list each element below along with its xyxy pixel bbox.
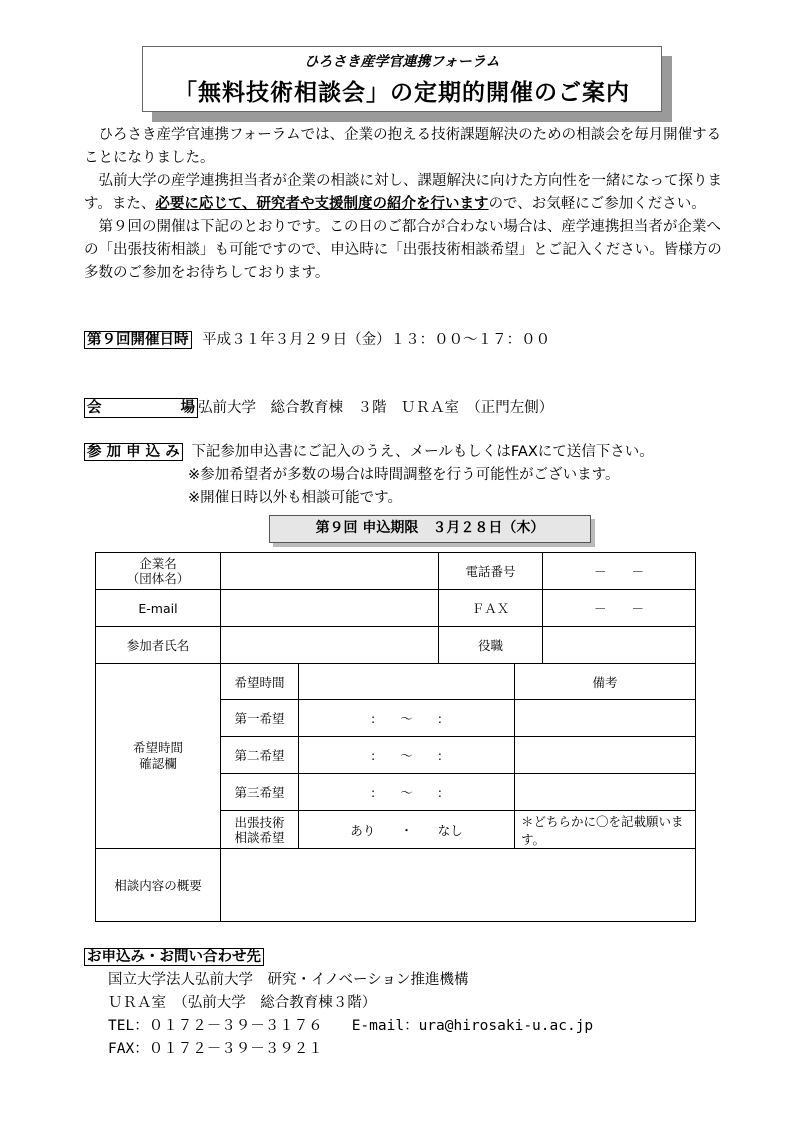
schedule-label: 第９回開催日時 [84,331,192,349]
forum-name: ひろさき産学官連携フォーラム [304,54,500,70]
page-title: 「無料技術相談会」の定期的開催のご案内 [174,80,630,106]
choice-2-remarks-input[interactable] [515,737,696,774]
apply-note-1: ※参加希望者が多数の場合は時間調整を行う可能性がございます。 [188,467,620,483]
participant-input[interactable] [221,627,439,664]
email-label: E-mail [96,590,221,627]
company-input[interactable] [221,553,439,590]
visit-note: ＊どちらかに〇を記載願います。 [515,811,696,849]
choice-1-remarks-input[interactable] [515,700,696,737]
contact-office: ＵＲＡ室 （弘前大学 総合教育棟３階） [108,995,377,1011]
venue-label-a: 会 [87,400,102,416]
fax-label: ＦＡＸ [439,590,543,627]
apply-row [84,442,654,462]
phone-input[interactable]: － － [543,553,696,590]
visit-label: 出張技術 相談希望 [221,811,299,849]
company-label: 企業名 （団体名） [96,553,221,590]
choice-3-remarks-input[interactable] [515,774,696,811]
choice-1-label: 第一希望 [221,700,299,737]
schedule-check-label: 希望時間 確認欄 [96,664,221,849]
intro-paragraph-2 [84,170,724,216]
venue-label-b: 場 [180,400,195,416]
application-form [95,552,696,922]
apply-note-2: ※開催日時以外も相談可能です。 [188,490,402,506]
intro [84,124,724,285]
intro-text: 弘前大学の産学連携担当者が企業の相談に対し、課題解決に向けた方向性を一緒になって探ります。また、 [84,173,722,212]
contact-label: お申込み・お問い合わせ先 [84,948,264,966]
venue-value: 弘前大学 総合教育棟 ３階 ＵＲＡ室 （正門左側） [198,400,554,416]
contact-org: 国立大学法人弘前大学 研究・イノベーション推進機構 [108,972,469,988]
apply-label: 参 加 申 込 み [84,443,183,461]
deadline-box: 第９回 申込期限 ３月２８日（木） [269,515,591,543]
intro-paragraph-3: 第９回の開催は下記のとおりです。この日のご都合が合わない場合は、産学連携担当者が企業への「出張技術相談」も可能ですので、申込時に「出張技術相談希望」とご記入ください。皆様方の多数のご参加をお待ちしております。 [84,219,722,281]
choice-2-time-input[interactable]: : 〜 : [299,737,515,774]
desired-time-label: 希望時間 [221,664,299,700]
choice-3-label: 第三希望 [221,774,299,811]
intro-paragraph-1: ひろさき産学官連携フォーラムでは、企業の抱える技術課題解決のための相談会を毎月開催することになりました。 [84,127,722,166]
remarks-label: 備考 [515,664,696,700]
contact-section [84,946,593,1061]
apply-instruction: 下記参加申込書にご記入のうえ、メールもしくはFAXにて送信下さい。 [191,444,654,460]
choice-1-time-input[interactable]: : 〜 : [299,700,515,737]
choice-3-time-input[interactable]: : 〜 : [299,774,515,811]
phone-label: 電話番号 [439,553,543,590]
venue-label [84,398,198,418]
summary-label: 相談内容の概要 [96,849,221,922]
summary-input[interactable] [221,849,696,922]
position-input[interactable] [543,627,696,664]
intro-text: ので、お気軽にご参加ください。 [488,196,706,212]
choice-2-label: 第二希望 [221,737,299,774]
visit-options[interactable]: あり ・ なし [299,811,515,849]
desired-time-cell [299,664,515,700]
schedule-row [84,330,550,350]
fax-input[interactable]: － － [543,590,696,627]
contact-tel-email: TEL：０１７２－３９－３１７６ E-mail：ura@hirosaki-u.ac.jp [108,1018,594,1034]
position-label: 役職 [439,627,543,664]
header-box [142,46,662,112]
venue-row [84,398,553,418]
email-input[interactable] [221,590,439,627]
emphasis-text: 必要に応じて、研究者や支援制度の紹介を行います [155,196,489,212]
participant-label: 参加者氏名 [96,627,221,664]
contact-fax: FAX：０１７２－３９－３９２１ [108,1041,323,1057]
schedule-value: 平成３１年３月２９日（金）１３：００～１７：００ [202,332,551,348]
